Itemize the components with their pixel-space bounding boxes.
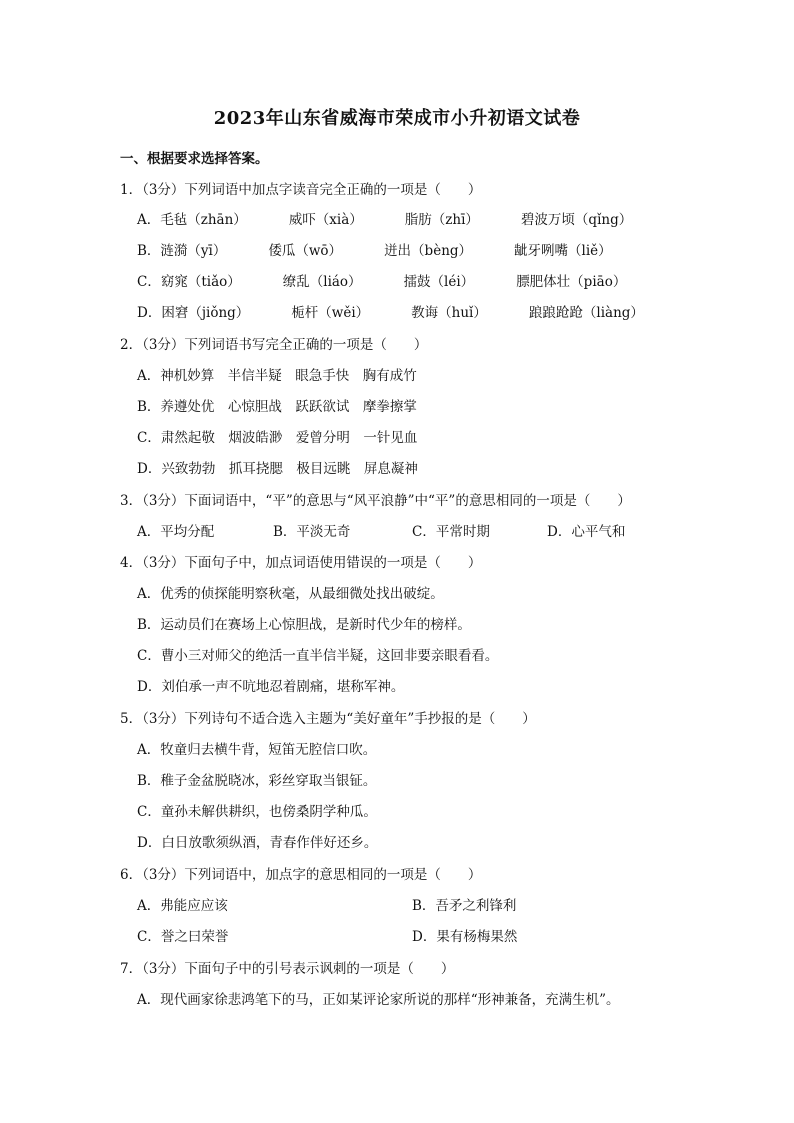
question-2-option-c: C．肃然起敬 烟波皓渺 爱曾分明 一针见血 [137, 430, 418, 446]
option-word: 脂肪（zhī） [404, 212, 479, 228]
option-word: 栀杆（wěi） [291, 305, 370, 321]
question-5-option-b: B．稚子金盆脱晓冰，彩丝穿取当银钲。 [137, 773, 377, 789]
section-heading: 一、根据要求选择答案。 [120, 151, 269, 167]
option-word: 擂鼓（léi） [403, 274, 475, 290]
question-5-option-c: C．童孙未解供耕织，也傍桑阴学种瓜。 [137, 804, 377, 820]
question-5-stem: 5．（3分）下列诗句不适合选入主题为“美好童年”手抄报的是（ ） [120, 711, 536, 727]
question-6-option-a: A．弗能应应该 [137, 898, 228, 914]
option-word: B．涟漪（yī） [137, 243, 227, 259]
question-6-option-d: D．果有杨梅果然 [412, 929, 518, 945]
question-3-stem: 3．（3分）下面词语中，“平”的意思与“风平浪静”中“平”的意思相同的一项是（ ） [120, 493, 631, 509]
question-1-stem: 1．（3分）下列词语中加点字读音完全正确的一项是（ ） [120, 182, 482, 198]
question-4-option-b: B．运动员们在赛场上心惊胆战，是新时代少年的榜样。 [137, 617, 471, 633]
question-1-option-c [137, 270, 668, 290]
question-7-option-a: A．现代画家徐悲鸿笔下的马，正如某评论家所说的那样“形神兼备，充满生机”。 [137, 992, 620, 1008]
option-word: 威吓（xià） [288, 212, 363, 228]
question-3-option-a: A．平均分配 [137, 524, 215, 540]
option-word: 龇牙咧嘴（liě） [514, 243, 612, 259]
option-word: D．困窘（jiǒng） [137, 305, 250, 321]
option-word: 踉踉跄跄（liàng） [528, 305, 644, 321]
question-2-option-a: A．神机妙算 半信半疑 眼急手快 胸有成竹 [137, 368, 417, 384]
question-1-option-d [137, 301, 686, 321]
question-1-option-a [137, 208, 674, 228]
question-2-option-b: B．养遵处优 心惊胆战 跃跃欲试 摩拳擦掌 [137, 399, 417, 415]
question-3-option-c: C．平常时期 [412, 524, 490, 540]
option-word: A．毛毡（zhān） [137, 212, 247, 228]
question-5-option-a: A．牧童归去横牛背，短笛无腔信口吹。 [137, 742, 377, 758]
question-6-option-c: C．誉之曰荣誉 [137, 929, 229, 945]
question-3-option-d: D．心平气和 [547, 524, 626, 540]
question-4-option-d: D．刘伯承一声不吭地忍着剧痛，堪称军神。 [137, 679, 405, 695]
question-6-option-b: B．吾矛之利锋利 [412, 898, 517, 914]
option-word: C．窈窕（tiǎo） [137, 274, 241, 290]
question-2-stem: 2．（3分）下列词语书写完全正确的一项是（ ） [120, 337, 428, 353]
option-word: 缭乱（liáo） [282, 274, 362, 290]
option-word: 碧波万顷（qǐng） [520, 212, 633, 228]
option-word: 膘肥体壮（piāo） [516, 274, 627, 290]
question-5-option-d: D．白日放歌须纵酒，青春作伴好还乡。 [137, 835, 378, 851]
option-word: 迸出（bèng） [384, 243, 473, 259]
option-word: 教诲（huǐ） [411, 305, 487, 321]
question-2-option-d: D．兴致勃勃 抓耳挠腮 极目远眺 屏息凝神 [137, 461, 418, 477]
question-4-option-c: C．曹小三对师父的绝活一直半信半疑，这回非要亲眼看看。 [137, 648, 499, 664]
question-4-option-a: A．优秀的侦探能明察秋毫，从最细微处找出破绽。 [137, 586, 444, 602]
question-1-option-b [137, 239, 654, 259]
question-3-option-b: B．平淡无奇 [273, 524, 351, 540]
option-word: 倭瓜（wō） [268, 243, 343, 259]
question-7-stem: 7．（3分）下面句子中的引号表示讽刺的一项是（ ） [120, 961, 455, 977]
question-6-stem: 6．（3分）下列词语中，加点字的意思相同的一项是（ ） [120, 867, 482, 883]
question-4-stem: 4．（3分）下面句子中，加点词语使用错误的一项是（ ） [120, 555, 482, 571]
page-title: 2023年山东省威海市荣成市小升初语文试卷 [213, 108, 581, 129]
